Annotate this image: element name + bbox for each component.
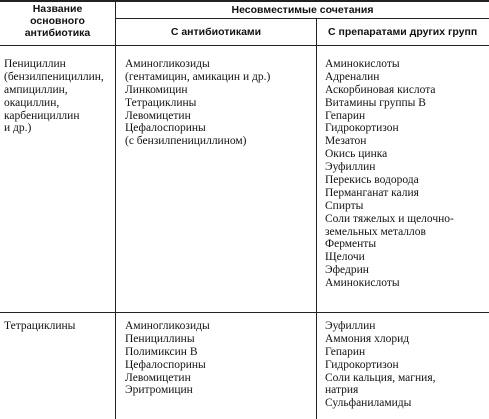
cell-line: Эуфиллин — [325, 161, 376, 174]
cell-line: Эфедрин — [325, 264, 369, 277]
cell-line: (гентамицин, амикацин и др.) — [125, 70, 271, 83]
header-with-other-drugs: С препаратами других групп — [328, 26, 478, 38]
cell-line: Адреналин — [325, 70, 380, 83]
column-divider-2 — [316, 19, 317, 419]
row2-incompatible-other-drugs — [325, 320, 435, 410]
cell-line: Ферменты — [325, 238, 377, 251]
cell-line: (бензилпенициллин, — [4, 70, 104, 83]
cell-line: Спирты — [325, 199, 364, 212]
cell-line: Аминокислоты — [325, 58, 400, 70]
row1-antibiotic-name — [4, 58, 104, 135]
cell-line: Цефалоспорины — [125, 122, 206, 135]
header-incompatible-combinations: Несовместимые сочетания — [231, 4, 374, 16]
cell-line: Левомицетин — [125, 371, 191, 384]
row2-antibiotic-name — [4, 320, 75, 333]
cell-line: Эуфиллин — [325, 320, 376, 332]
cell-line: Мезатон — [325, 135, 367, 148]
header-name-line: Название — [32, 3, 83, 15]
header-bottom-rule — [0, 45, 489, 46]
cell-line: натрия — [325, 384, 359, 397]
cell-line: Гепарин — [325, 345, 366, 358]
cell-line: Тетрациклины — [125, 96, 197, 109]
cell-line: Пенициллины — [125, 332, 195, 345]
cell-line: (с бензилпенициллином) — [125, 135, 247, 148]
row1-incompatible-other-drugs — [325, 58, 454, 290]
cell-line: Соли кальция, магния, — [325, 371, 436, 384]
cell-line: Гидрокортизон — [325, 122, 399, 135]
cell-line: Гидрокортизон — [325, 358, 399, 371]
table-top-rule — [0, 0, 489, 2]
cell-line: Пенициллин — [4, 58, 66, 70]
cell-line: Эритромицин — [125, 384, 193, 397]
cell-line: Перекись водорода — [325, 174, 419, 187]
cell-line: и др.) — [4, 122, 32, 135]
cell-line: Полимиксин В — [125, 345, 198, 358]
cell-line: Аминокислоты — [325, 277, 400, 290]
column-divider-1 — [115, 0, 116, 419]
header-name-line: основного — [30, 15, 85, 27]
cell-line: Витамины группы В — [325, 96, 426, 109]
header-with-antibiotics: С антибиотиками — [170, 26, 262, 38]
cell-line: земельных металлов — [325, 225, 426, 238]
header-name-line: антибиотика — [24, 27, 91, 39]
header-sub-rule — [115, 18, 489, 19]
cell-line: Цефалоспорины — [125, 358, 206, 371]
cell-line: Левомицетин — [125, 109, 191, 122]
cell-line: Соли тяжелых и щелочно- — [325, 212, 454, 225]
cell-line: Гепарин — [325, 109, 366, 122]
cell-line: карбенициллин — [4, 109, 80, 122]
cell-line: Окись цинка — [325, 148, 388, 161]
cell-line: Аскорбиновая кислота — [325, 83, 436, 96]
cell-line: Линкомицин — [125, 83, 188, 96]
row2-incompatible-antibiotics — [125, 320, 210, 397]
cell-line: окациллин, — [4, 96, 60, 109]
cell-line: Аммония хлорид — [325, 332, 410, 345]
cell-line: Перманганат калия — [325, 186, 419, 199]
cell-line: ампициллин, — [4, 83, 68, 96]
cell-line: Тетрациклины — [4, 320, 76, 332]
cell-line: Аминогликозиды — [125, 320, 210, 332]
cell-line: Аминогликозиды — [125, 58, 210, 70]
row1-incompatible-antibiotics — [125, 58, 270, 148]
cell-line: Сульфаниламиды — [325, 397, 412, 410]
header-antibiotic-name — [0, 3, 115, 39]
row-separator-rule — [0, 312, 489, 313]
cell-line: Щелочи — [325, 251, 365, 264]
